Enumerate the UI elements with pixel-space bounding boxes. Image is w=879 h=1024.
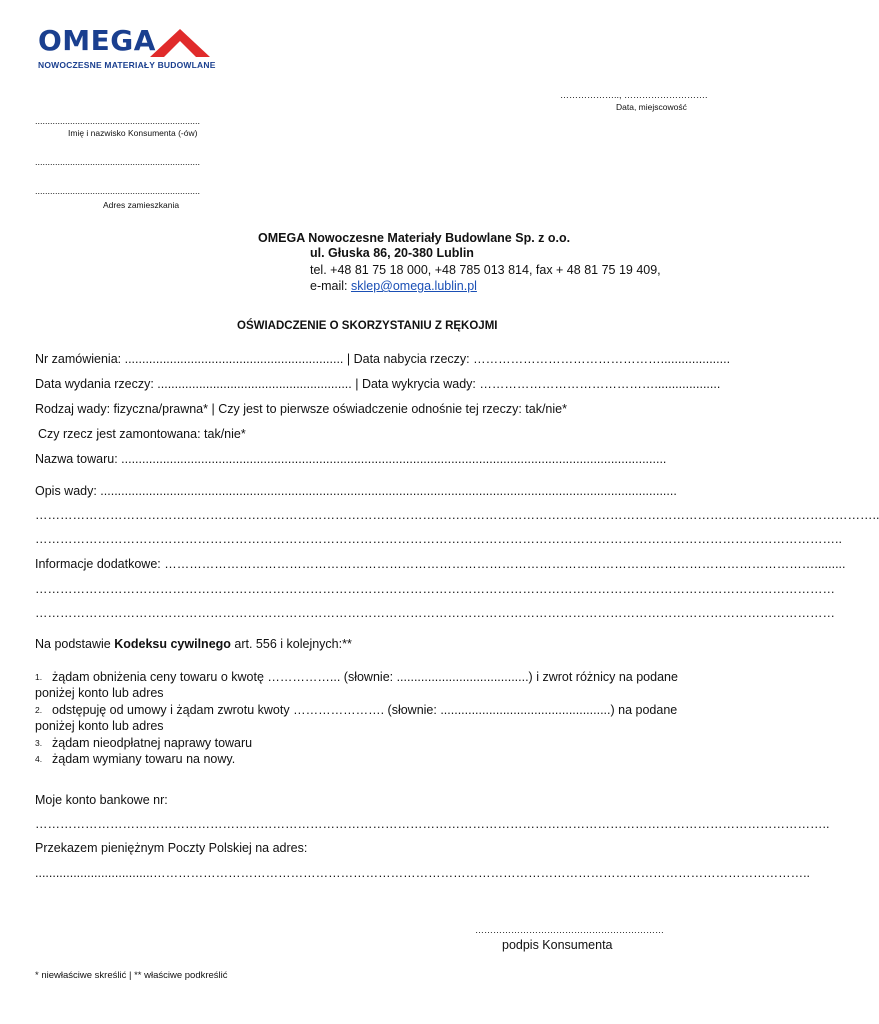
option-withdrawal: odstępuję od umowy i żądam zwrotu kwoty …………………. (słownie: .................................................) na podane bbox=[52, 703, 678, 717]
option-number-1: 1. bbox=[35, 672, 43, 682]
roof-logo-icon bbox=[150, 29, 210, 57]
defect-description-field: Opis wady: ...................................................................................................................................................................... bbox=[35, 484, 677, 498]
defect-type-field: Rodzaj wady: fizyczna/prawna* | Czy jest to pierwsze oświadczenie odnośnie tej rzeczy: tak/nie* bbox=[35, 402, 567, 416]
legal-suffix: art. 556 i kolejnych:** bbox=[230, 637, 352, 651]
option-number-2: 2. bbox=[35, 705, 43, 715]
mounted-field: Czy rzecz jest zamontowana: tak/nie* bbox=[38, 427, 246, 441]
logo-subtitle: NOWOCZESNE MATERIAŁY BUDOWLANE bbox=[38, 60, 216, 70]
company-street: ul. Głuska 86, 20-380 Lublin bbox=[310, 246, 474, 260]
consumer-name-label: Imię i nazwisko Konsumenta (-ów) bbox=[68, 128, 198, 138]
option-price-reduction-cont: poniżej konto lub adres bbox=[35, 686, 164, 700]
date-place-dots: ……………….., ………………………. bbox=[560, 90, 708, 100]
consumer-name-dots: .................................................................. bbox=[35, 116, 201, 126]
issue-date-field: Data wydania rzeczy: ........................................................ | Data wykrycia wady: ……………………………………................... bbox=[35, 377, 721, 391]
defect-description-line-3: ………………………………………………………………………………………………………………………………………………………………………….. bbox=[35, 532, 842, 546]
bank-account-dots: ……………………………………………………………………………………………………………………………………………………………………….. bbox=[35, 817, 830, 831]
company-email-prefix: e-mail: bbox=[310, 279, 351, 293]
company-phones: tel. +48 81 75 18 000, +48 785 013 814, fax + 48 81 75 19 409, bbox=[310, 263, 661, 277]
postal-order-dots: ..................................………………………………………………………………………………………………………………………………………….. bbox=[35, 866, 811, 880]
option-repair: żądam nieodpłatnej naprawy towaru bbox=[52, 736, 253, 750]
document-title: OŚWIADCZENIE O SKORZYSTANIU Z RĘKOJMI bbox=[237, 320, 498, 332]
product-name-field: Nazwa towaru: ............................................................................................................................................................. bbox=[35, 452, 667, 466]
footnote: * niewłaściwe skreślić | ** właściwe podkreślić bbox=[35, 970, 228, 981]
option-number-3: 3. bbox=[35, 738, 43, 748]
company-email-link[interactable]: sklep@omega.lublin.pl bbox=[350, 279, 477, 293]
company-email-line bbox=[310, 279, 477, 293]
postal-order-label: Przekazem pieniężnym Poczty Polskiej na adres: bbox=[35, 841, 308, 855]
consumer-address-dots-2: .................................................................. bbox=[35, 186, 201, 196]
logo-wordmark: OMEGA bbox=[38, 24, 156, 57]
signature-label: podpis Konsumenta bbox=[502, 938, 613, 952]
signature-dots: ……………………………………………………… bbox=[475, 925, 664, 935]
legal-prefix: Na podstawie bbox=[35, 637, 115, 651]
company-name: OMEGA Nowoczesne Materiały Budowlane Sp. z o.o. bbox=[258, 231, 571, 245]
date-place-label: Data, miejscowość bbox=[616, 102, 687, 112]
order-number-field: Nr zamówienia: ............................................................... | Data nabycia rzeczy: ……………………………………….................... bbox=[35, 352, 731, 366]
option-replacement: żądam wymiany towaru na nowy. bbox=[52, 752, 236, 766]
consumer-address-label: Adres zamieszkania bbox=[103, 200, 180, 210]
additional-info-line-3: ………………………………………………………………………………………………………………………………………………………………………… bbox=[35, 606, 835, 620]
option-price-reduction: żądam obniżenia ceny towaru o kwotę ……………... (słownie: ......................................) i zwrot różnicy na podane bbox=[52, 670, 678, 684]
defect-description-line-2: ………………………………………………………………………………………………………………………………………………………………………………….. bbox=[35, 508, 879, 522]
option-number-4: 4. bbox=[35, 754, 43, 764]
additional-info-field: Informacje dodatkowe: …………………………………………………………………………………………………………………………………………......... bbox=[35, 557, 846, 571]
consumer-address-dots-1: .................................................................. bbox=[35, 157, 201, 167]
legal-code: Kodeksu cywilnego bbox=[114, 637, 231, 651]
legal-basis bbox=[35, 637, 352, 651]
additional-info-line-2: ………………………………………………………………………………………………………………………………………………………………………… bbox=[35, 582, 835, 596]
option-withdrawal-cont: poniżej konto lub adres bbox=[35, 719, 164, 733]
bank-account-label: Moje konto bankowe nr: bbox=[35, 793, 168, 807]
